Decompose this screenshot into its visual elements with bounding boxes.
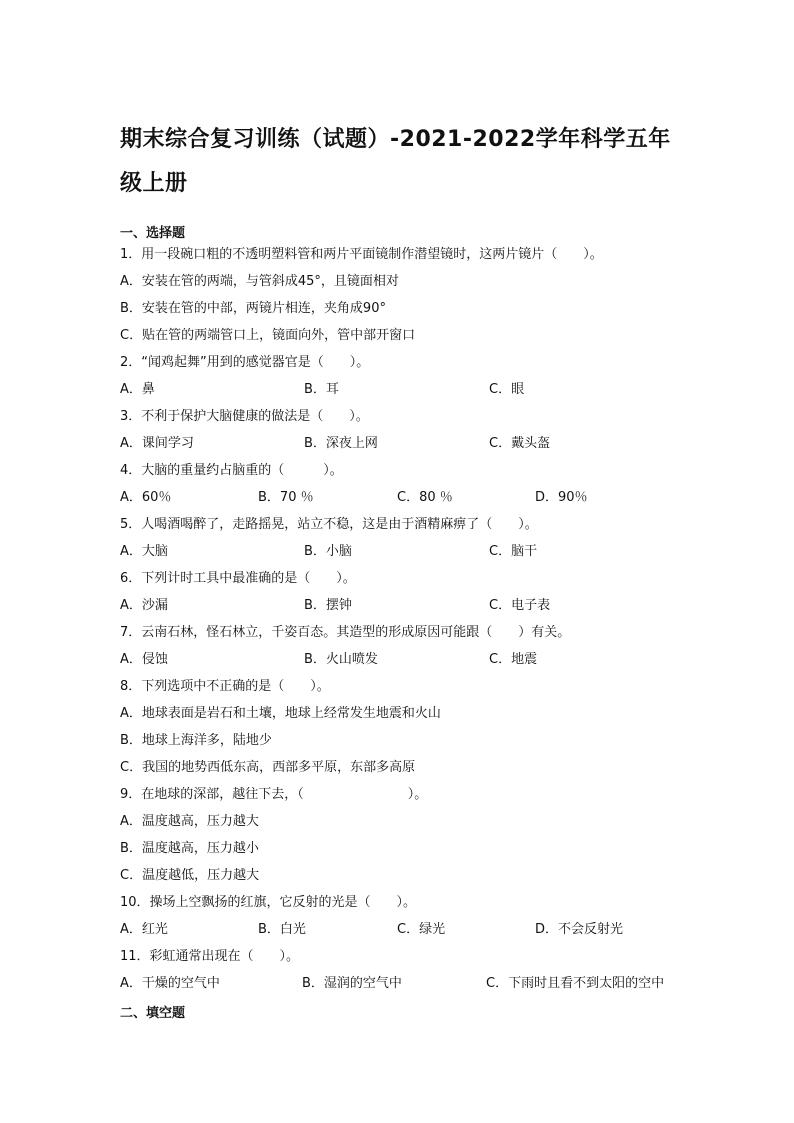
q11-option-c: C．下雨时且看不到太阳的空中 [486,976,665,991]
q7-option-b: B．火山喷发 [304,652,378,667]
q2-option-a: A．鼻 [120,382,155,397]
q8-option-a: A．地球表面是岩石和土壤，地球上经常发生地震和火山 [120,706,441,721]
q7-option-a: A．侵蚀 [120,652,168,667]
q2-option-c: C．眼 [489,382,525,397]
q5-option-b: B．小脑 [304,544,352,559]
q1-option-a: A．安装在管的两端，与管斜成45°，且镜面相对 [120,274,399,289]
q4-option-c: C．80 ％ [397,490,453,505]
q2-option-b: B．耳 [304,382,339,397]
q8-option-c: C．我国的地势西低东高，西部多平原，东部多高原 [120,760,416,775]
page-title: 期末综合复习训练（试题）-2021-2022学年科学五年级上册 [120,127,671,196]
question-9: 9．在地球的深部，越往下去，（ ）。 [120,787,428,802]
question-3: 3．不利于保护大脑健康的做法是（ ）。 [120,409,369,424]
q6-option-a: A．沙漏 [120,598,168,613]
q11-option-a: A．干燥的空气中 [120,976,220,991]
question-4: 4．大脑的重量约占脑重的（ ）。 [120,463,343,478]
question-7: 7．云南石林，怪石林立，千姿百态。其造型的形成原因可能跟（ ）有关。 [120,625,571,640]
q9-option-a: A．温度越高，压力越大 [120,814,259,829]
q5-option-c: C．脑干 [489,544,538,559]
q4-option-b: B．70 ％ [258,490,314,505]
q10-option-d: D．不会反射光 [535,922,624,937]
question-5: 5．人喝酒喝醉了，走路摇晃，站立不稳，这是由于酒精麻痹了（ ）。 [120,517,538,532]
q9-option-b: B．温度越高，压力越小 [120,841,259,856]
q7-option-c: C．地震 [489,652,538,667]
q5-option-a: A．大脑 [120,544,168,559]
q8-option-b: B．地球上海洋多，陆地少 [120,733,272,748]
q9-option-c: C．温度越低，压力越大 [120,868,260,883]
section-heading-fill: 二、填空题 [120,1006,186,1021]
section-heading-choice: 一、选择题 [120,226,186,241]
q3-option-c: C．戴头盔 [489,436,551,451]
q4-option-a: A．60％ [120,490,172,505]
q3-option-b: B．深夜上网 [304,436,378,451]
q1-option-b: B．安装在管的中部，两镜片相连，夹角成90° [120,301,386,316]
q10-option-b: B．白光 [258,922,306,937]
question-1: 1．用一段碗口粗的不透明塑料管和两片平面镜制作潜望镜时，这两片镜片（ ）。 [120,247,603,262]
q10-option-c: C．绿光 [397,922,446,937]
question-8: 8．下列选项中不正确的是（ ）。 [120,679,330,694]
q11-option-b: B．湿润的空气中 [302,976,402,991]
q4-option-d: D．90％ [535,490,588,505]
q6-option-c: C．电子表 [489,598,551,613]
question-10: 10．操场上空飘扬的红旗，它反射的光是（ ）。 [120,895,417,910]
q1-option-c: C．贴在管的两端管口上，镜面向外，管中部开窗口 [120,328,416,343]
question-6: 6．下列计时工具中最准确的是（ ）。 [120,571,356,586]
question-2: 2．“闻鸡起舞”用到的感觉器官是（ ）。 [120,355,370,370]
q10-option-a: A．红光 [120,922,168,937]
question-11: 11．彩虹通常出现在（ ）。 [120,949,300,964]
q6-option-b: B．摆钟 [304,598,352,613]
q3-option-a: A．课间学习 [120,436,194,451]
